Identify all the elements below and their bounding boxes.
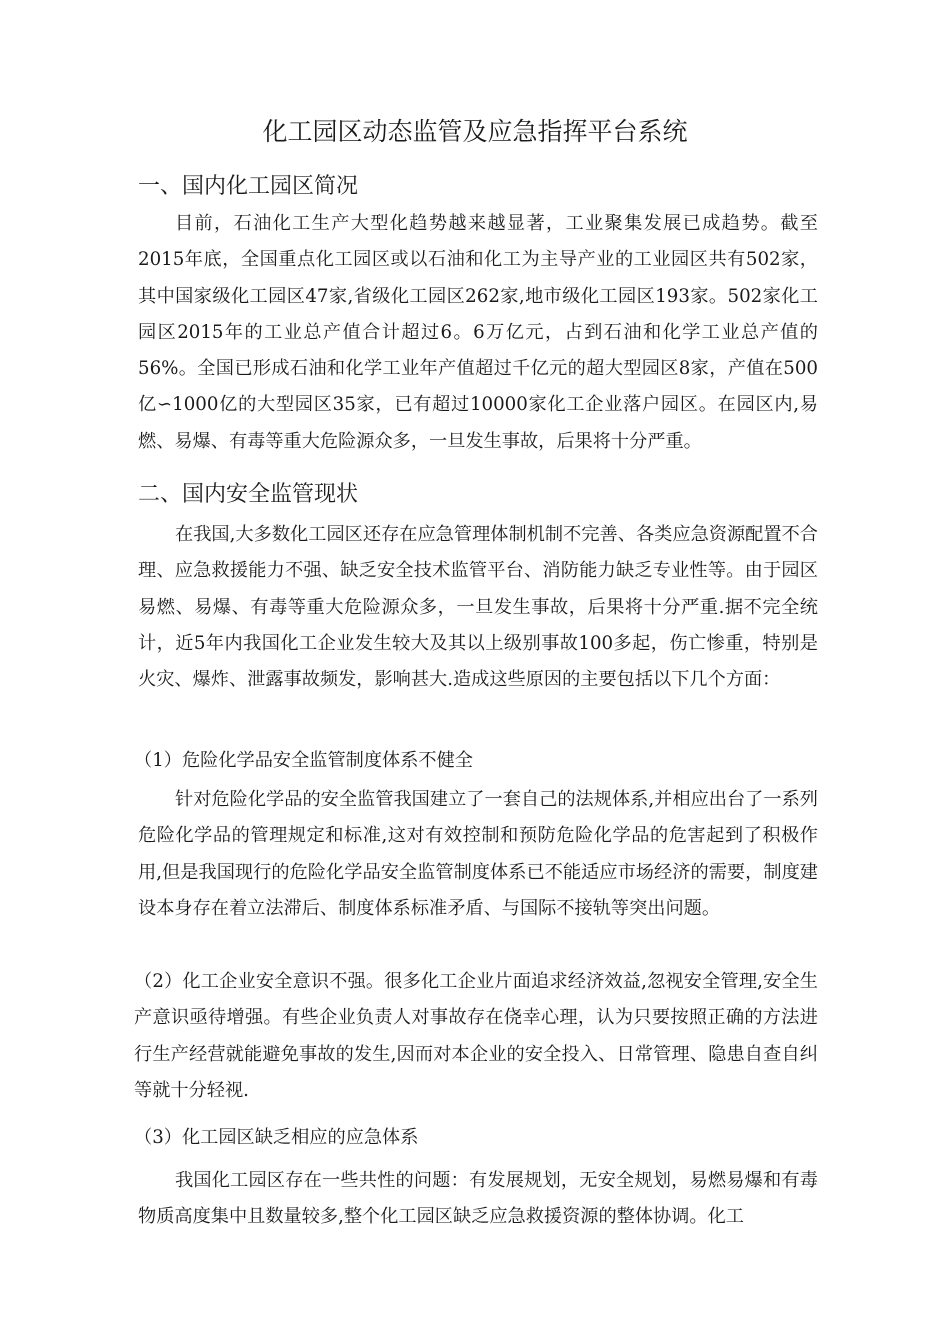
section-heading-1: 一、国内化工园区简况: [138, 174, 359, 199]
item-1-paragraph: 针对危险化学品的安全监管我国建立了一套自己的法规体系,并相应出台了一系列危险化学品的管理规定和标准,这对有效控制和预防危险化学品的危害起到了积极作用,但是我国现行的危险化学品安全监管制度体系已不能适应市场经济的需要，制度建设本身存在着立法滞后、制度体系标准矛盾、与国际不接轨等突出问题。: [138, 789, 818, 919]
item-1-title: （1）危险化学品安全监管制度体系不健全: [134, 750, 473, 771]
item-3-paragraph: 我国化工园区存在一些共性的问题：有发展规划，无安全规划，易燃易爆和有毒物质高度集中且数量较多,整个化工园区缺乏应急救援资源的整体协调。化工: [138, 1170, 818, 1228]
document-title: 化工园区动态监管及应急指挥平台系统: [262, 117, 688, 146]
section-2-paragraph: 在我国,大多数化工园区还存在应急管理体制机制不完善、各类应急资源配置不合理、应急救援能力不强、缺乏安全技术监管平台、消防能力缺乏专业性等。由于园区易燃、易爆、有毒等重大危险源众多，一旦发生事故，后果将十分严重.据不完全统计，近5年内我国化工企业发生较大及其以上级别事故100多起，伤亡惨重，特别是火灾、爆炸、泄露事故频发，影响甚大.造成这些原因的主要包括以下几个方面：: [138, 524, 818, 691]
section-heading-2: 二、国内安全监管现状: [138, 482, 359, 507]
section-1-paragraph: 目前，石油化工生产大型化趋势越来越显著，工业聚集发展已成趋势。截至2015年底，全国重点化工园区或以石油和化工为主导产业的工业园区共有502家，其中国家级化工园区47家,省级化工园区262家,地市级化工园区193家。502家化工园区2015年的工业总产值合计超过6。6万亿元，占到石油和化学工业总产值的56%。全国已形成石油和化学工业年产值超过千亿元的超大型园区8家，产值在500亿∽1000亿的大型园区35家，已有超过10000家化工企业落户园区。在园区内,易燃、易爆、有毒等重大危险源众多，一旦发生事故，后果将十分严重。: [138, 213, 818, 452]
item-2-paragraph: （2）化工企业安全意识不强。很多化工企业片面追求经济效益,忽视安全管理,安全生产意识亟待增强。有些企业负责人对事故存在侥幸心理，认为只要按照正确的方法进行生产经营就能避免事故的发生,因而对本企业的安全投入、日常管理、隐患自查自纠等就十分轻视.: [134, 971, 818, 1101]
item-3-title: （3）化工园区缺乏相应的应急体系: [134, 1127, 419, 1148]
